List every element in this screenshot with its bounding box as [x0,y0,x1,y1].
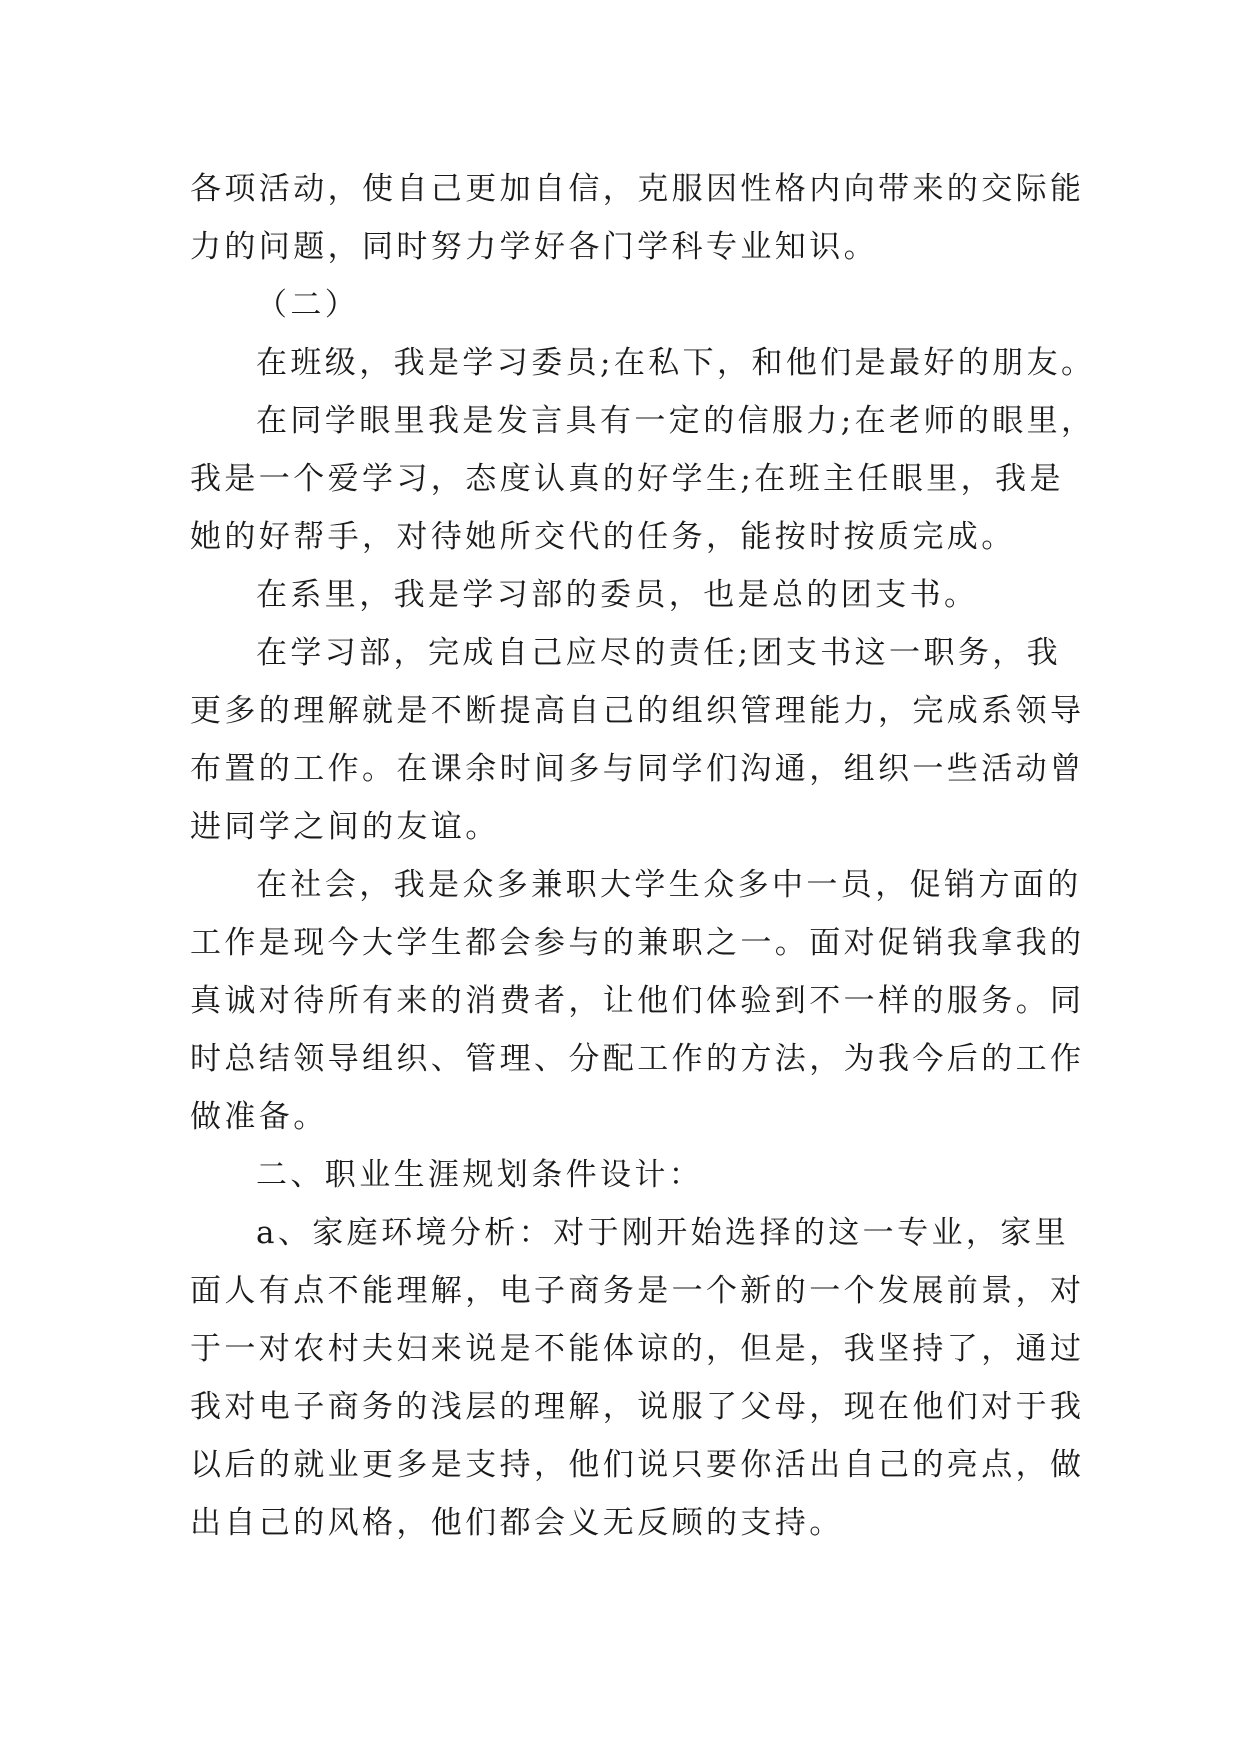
text-line: 各项活动，使自己更加自信，克服因性格内向带来的交际能 [190,171,1085,207]
text-line: 于一对农村夫妇来说是不能体谅的，但是，我坚持了，通过 [190,1331,1085,1367]
text-line: 出自己的风格，他们都会义无反顾的支持。 [190,1505,844,1541]
text-line: 进同学之间的友谊。 [190,809,500,845]
section-heading: （二） [256,287,360,323]
text-line: 面人有点不能理解，电子商务是一个新的一个发展前景，对 [190,1273,1085,1309]
text-line: 以后的就业更多是支持，他们说只要你活出自己的亮点，做 [190,1447,1085,1483]
text-line: 在班级，我是学习委员;在私下，和他们是最好的朋友。 [256,345,1096,381]
text-line: a、家庭环境分析：对于刚开始选择的这一专业，家里 [256,1215,1070,1251]
body-text [190,160,1096,1552]
text-line: 时总结领导组织、管理、分配工作的方法，为我今后的工作 [190,1041,1085,1077]
text-line: 在学习部，完成自己应尽的责任;团支书这一职务，我 [256,635,1062,671]
text-line: 我是一个爱学习，态度认真的好学生;在班主任眼里，我是 [190,461,1064,497]
text-line: 在社会，我是众多兼职大学生众多中一员，促销方面的 [256,867,1082,903]
text-line: 做准备。 [190,1099,328,1135]
text-line: 更多的理解就是不断提高自己的组织管理能力，完成系领导 [190,693,1085,729]
text-line: 力的问题，同时努力学好各门学科专业知识。 [190,229,878,265]
text-line: 工作是现今大学生都会参与的兼职之一。面对促销我拿我的 [190,925,1085,961]
text-line: 真诚对待所有来的消费者，让他们体验到不一样的服务。同 [190,983,1085,1019]
text-line: 我对电子商务的浅层的理解，说服了父母，现在他们对于我 [190,1389,1085,1425]
text-line: 她的好帮手，对待她所交代的任务，能按时按质完成。 [190,519,1016,555]
text-line: 在系里，我是学习部的委员，也是总的团支书。 [256,577,979,613]
text-line: 在同学眼里我是发言具有一定的信服力;在老师的眼里， [256,403,1096,439]
section-heading: 二、职业生涯规划条件设计： [256,1157,704,1193]
text-line: 布置的工作。在课余时间多与同学们沟通，组织一些活动曾 [190,751,1085,787]
